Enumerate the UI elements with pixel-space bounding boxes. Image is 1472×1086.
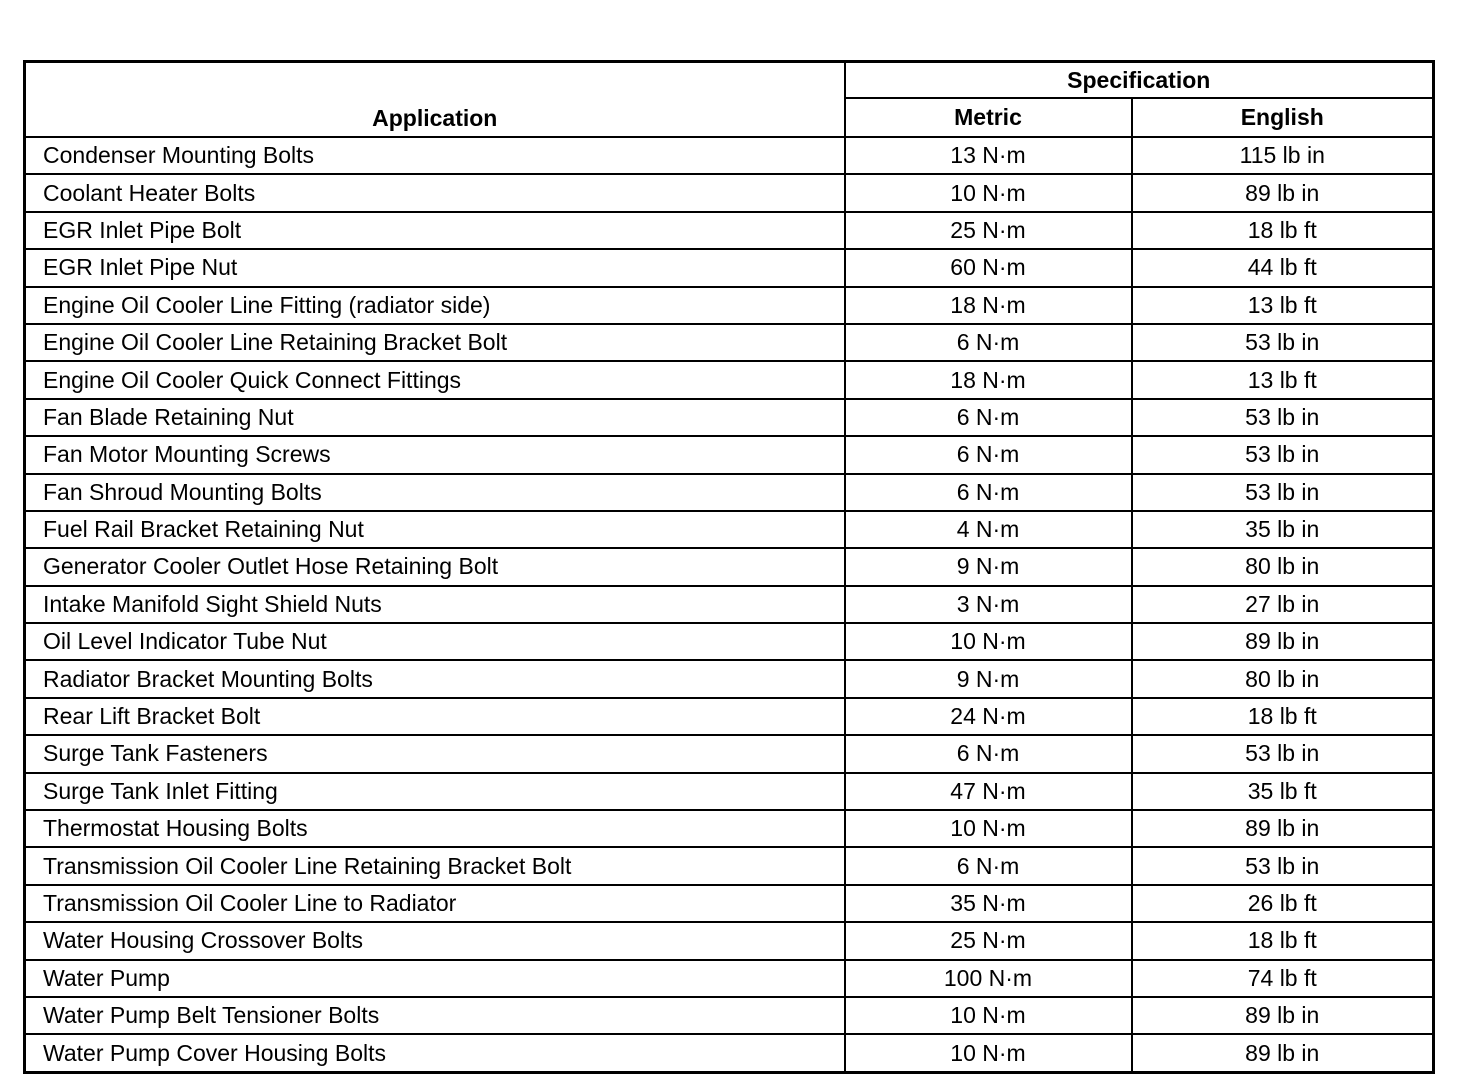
table-body bbox=[25, 137, 1434, 1072]
table-row bbox=[25, 399, 1434, 436]
table-row bbox=[25, 623, 1434, 660]
application-cell: EGR Inlet Pipe Bolt bbox=[25, 212, 845, 249]
table-row bbox=[25, 997, 1434, 1034]
metric-cell: 35 N·m bbox=[845, 885, 1132, 922]
metric-cell: 4 N·m bbox=[845, 511, 1132, 548]
application-cell: Transmission Oil Cooler Line to Radiator bbox=[25, 885, 845, 922]
table-row bbox=[25, 137, 1434, 174]
table-row bbox=[25, 511, 1434, 548]
english-cell: 53 lb in bbox=[1132, 436, 1434, 473]
application-cell: Generator Cooler Outlet Hose Retaining Bolt bbox=[25, 548, 845, 585]
metric-cell: 60 N·m bbox=[845, 249, 1132, 286]
metric-cell: 10 N·m bbox=[845, 810, 1132, 847]
english-cell: 35 lb ft bbox=[1132, 773, 1434, 810]
metric-cell: 24 N·m bbox=[845, 698, 1132, 735]
metric-cell: 6 N·m bbox=[845, 399, 1132, 436]
table-row bbox=[25, 249, 1434, 286]
english-cell: 74 lb ft bbox=[1132, 960, 1434, 997]
torque-spec-table bbox=[23, 60, 1435, 1074]
metric-cell: 100 N·m bbox=[845, 960, 1132, 997]
english-cell: 89 lb in bbox=[1132, 997, 1434, 1034]
metric-cell: 9 N·m bbox=[845, 548, 1132, 585]
table-row bbox=[25, 735, 1434, 772]
application-cell: Rear Lift Bracket Bolt bbox=[25, 698, 845, 735]
application-cell: Coolant Heater Bolts bbox=[25, 174, 845, 211]
metric-cell: 3 N·m bbox=[845, 586, 1132, 623]
table-row bbox=[25, 474, 1434, 511]
table-row bbox=[25, 847, 1434, 884]
table-row bbox=[25, 586, 1434, 623]
english-cell: 18 lb ft bbox=[1132, 212, 1434, 249]
application-cell: Engine Oil Cooler Quick Connect Fittings bbox=[25, 361, 845, 398]
english-cell: 26 lb ft bbox=[1132, 885, 1434, 922]
metric-cell: 13 N·m bbox=[845, 137, 1132, 174]
english-cell: 53 lb in bbox=[1132, 474, 1434, 511]
table-row bbox=[25, 922, 1434, 959]
header-row-top bbox=[25, 62, 1434, 99]
metric-cell: 6 N·m bbox=[845, 324, 1132, 361]
english-cell: 53 lb in bbox=[1132, 399, 1434, 436]
application-cell: Water Pump bbox=[25, 960, 845, 997]
application-cell: Transmission Oil Cooler Line Retaining Bracket Bolt bbox=[25, 847, 845, 884]
english-cell: 53 lb in bbox=[1132, 735, 1434, 772]
application-cell: Fuel Rail Bracket Retaining Nut bbox=[25, 511, 845, 548]
application-cell: Engine Oil Cooler Line Retaining Bracket Bolt bbox=[25, 324, 845, 361]
english-cell: 115 lb in bbox=[1132, 137, 1434, 174]
application-cell: Surge Tank Fasteners bbox=[25, 735, 845, 772]
metric-cell: 6 N·m bbox=[845, 436, 1132, 473]
application-column-header: Application bbox=[25, 62, 845, 138]
english-cell: 89 lb in bbox=[1132, 1034, 1434, 1072]
english-cell: 80 lb in bbox=[1132, 548, 1434, 585]
table-row bbox=[25, 885, 1434, 922]
application-cell: Surge Tank Inlet Fitting bbox=[25, 773, 845, 810]
metric-cell: 18 N·m bbox=[845, 361, 1132, 398]
metric-cell: 10 N·m bbox=[845, 174, 1132, 211]
metric-cell: 25 N·m bbox=[845, 212, 1132, 249]
table-row bbox=[25, 287, 1434, 324]
metric-cell: 47 N·m bbox=[845, 773, 1132, 810]
application-cell: Thermostat Housing Bolts bbox=[25, 810, 845, 847]
application-cell: Fan Motor Mounting Screws bbox=[25, 436, 845, 473]
english-cell: 89 lb in bbox=[1132, 810, 1434, 847]
application-cell: Condenser Mounting Bolts bbox=[25, 137, 845, 174]
application-cell: Engine Oil Cooler Line Fitting (radiator side) bbox=[25, 287, 845, 324]
english-cell: 89 lb in bbox=[1132, 174, 1434, 211]
metric-cell: 10 N·m bbox=[845, 997, 1132, 1034]
application-cell: EGR Inlet Pipe Nut bbox=[25, 249, 845, 286]
application-cell: Water Housing Crossover Bolts bbox=[25, 922, 845, 959]
english-cell: 80 lb in bbox=[1132, 660, 1434, 697]
english-cell: 53 lb in bbox=[1132, 847, 1434, 884]
metric-cell: 25 N·m bbox=[845, 922, 1132, 959]
table-row bbox=[25, 810, 1434, 847]
table-row bbox=[25, 436, 1434, 473]
english-column-header: English bbox=[1132, 98, 1434, 137]
table-row bbox=[25, 174, 1434, 211]
application-cell: Water Pump Cover Housing Bolts bbox=[25, 1034, 845, 1072]
table-row bbox=[25, 773, 1434, 810]
english-cell: 44 lb ft bbox=[1132, 249, 1434, 286]
metric-cell: 9 N·m bbox=[845, 660, 1132, 697]
application-cell: Fan Shroud Mounting Bolts bbox=[25, 474, 845, 511]
application-cell: Fan Blade Retaining Nut bbox=[25, 399, 845, 436]
english-cell: 27 lb in bbox=[1132, 586, 1434, 623]
english-cell: 13 lb ft bbox=[1132, 361, 1434, 398]
table-row bbox=[25, 361, 1434, 398]
table-row bbox=[25, 1034, 1434, 1072]
specification-column-header: Specification bbox=[845, 62, 1434, 99]
table-row bbox=[25, 212, 1434, 249]
application-cell: Oil Level Indicator Tube Nut bbox=[25, 623, 845, 660]
english-cell: 53 lb in bbox=[1132, 324, 1434, 361]
table-header bbox=[25, 62, 1434, 138]
metric-cell: 10 N·m bbox=[845, 623, 1132, 660]
table-row bbox=[25, 698, 1434, 735]
english-cell: 35 lb in bbox=[1132, 511, 1434, 548]
metric-cell: 6 N·m bbox=[845, 847, 1132, 884]
metric-cell: 6 N·m bbox=[845, 474, 1132, 511]
table-row bbox=[25, 960, 1434, 997]
english-cell: 89 lb in bbox=[1132, 623, 1434, 660]
metric-cell: 6 N·m bbox=[845, 735, 1132, 772]
table-row bbox=[25, 660, 1434, 697]
english-cell: 13 lb ft bbox=[1132, 287, 1434, 324]
application-cell: Radiator Bracket Mounting Bolts bbox=[25, 660, 845, 697]
english-cell: 18 lb ft bbox=[1132, 698, 1434, 735]
english-cell: 18 lb ft bbox=[1132, 922, 1434, 959]
metric-column-header: Metric bbox=[845, 98, 1132, 137]
table-row bbox=[25, 324, 1434, 361]
application-cell: Water Pump Belt Tensioner Bolts bbox=[25, 997, 845, 1034]
application-cell: Intake Manifold Sight Shield Nuts bbox=[25, 586, 845, 623]
metric-cell: 10 N·m bbox=[845, 1034, 1132, 1072]
metric-cell: 18 N·m bbox=[845, 287, 1132, 324]
table-row bbox=[25, 548, 1434, 585]
